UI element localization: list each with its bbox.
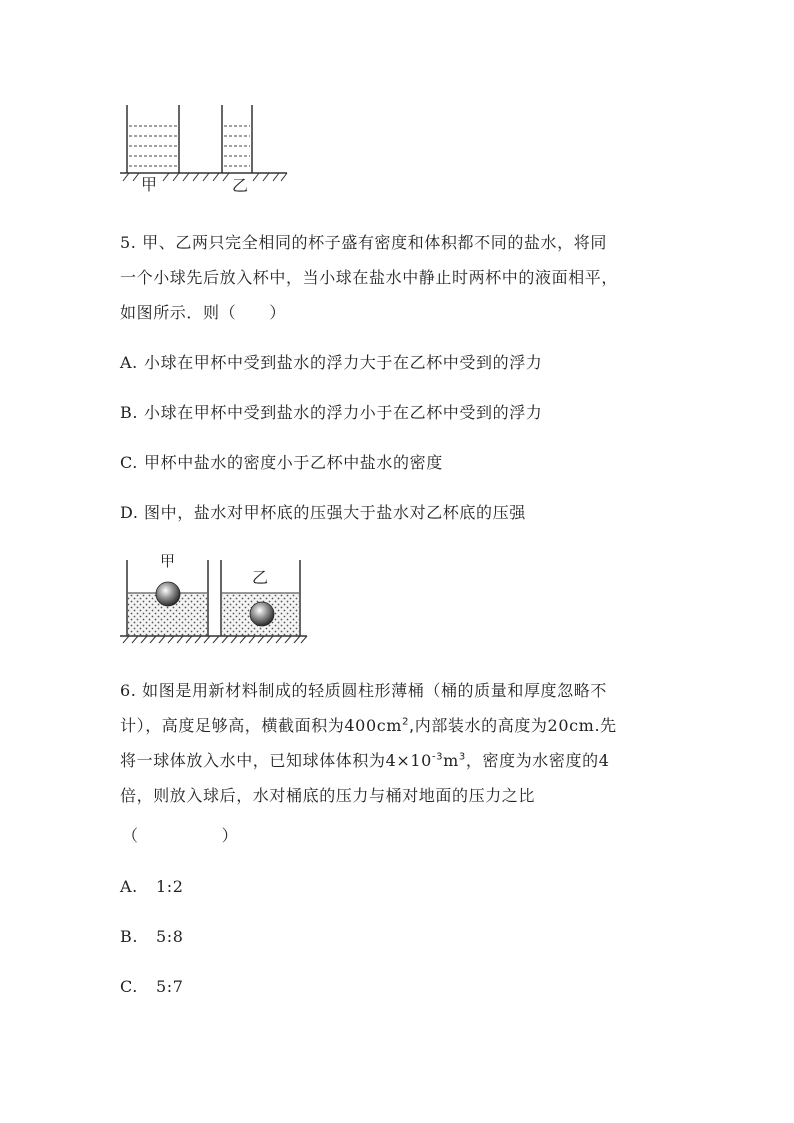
q5-option-a[interactable]: A. 小球在甲杯中受到盐水的浮力大于在乙杯中受到的浮力	[120, 353, 543, 372]
figure-cups-with-ball	[115, 555, 315, 650]
ground-hatching	[120, 636, 307, 643]
q5-option-d[interactable]: D. 图中，盐水对甲杯底的压强大于盐水对乙杯底的压强	[120, 503, 526, 522]
q5-option-c[interactable]: C. 甲杯中盐水的密度小于乙杯中盐水的密度	[120, 453, 443, 472]
cup-jia	[127, 105, 179, 173]
cup-yi	[222, 105, 252, 173]
q6-line-3: 将一球体放入水中，已知球体体积为$4\times 10^{-3}m^3$，密度为水密度的4	[120, 751, 610, 770]
q6-number: 6.	[120, 681, 137, 700]
liquid-yi	[224, 126, 250, 166]
liquid-jia	[129, 126, 177, 166]
q6-line-2: 计），高度足够高，横截面积为$400cm^2$,内部装水的高度为20cm.先	[120, 716, 617, 735]
q6-option-c[interactable]: C. 5:7	[120, 977, 184, 996]
q5-line-1: 5. 甲、乙两只完全相同的杯子盛有密度和体积都不同的盐水，将同	[120, 233, 607, 252]
q6-line-4: 倍，则放入球后，水对桶底的压力与桶对地面的压力之比	[120, 786, 536, 805]
q6-answer-blank: （ ）	[122, 826, 239, 845]
ball-floating	[156, 582, 180, 606]
figure1-label-jia: 甲	[141, 175, 158, 194]
q6-option-a[interactable]: A. 1:2	[120, 877, 184, 896]
q6-line-1: 6. 如图是用新材料制成的轻质圆柱形薄桶（桶的质量和厚度忽略不	[120, 681, 607, 700]
q5-option-b[interactable]: B. 小球在甲杯中受到盐水的浮力小于在乙杯中受到的浮力	[120, 403, 543, 422]
figure2-label-jia: 甲	[160, 552, 176, 570]
q5-line-3: 如图所示．则（ ）	[120, 303, 287, 322]
q6-option-b[interactable]: B. 5:8	[120, 927, 184, 946]
figure2-label-yi: 乙	[252, 568, 269, 587]
figure1-label-yi: 乙	[232, 176, 249, 195]
q5-number: 5.	[120, 233, 137, 252]
ball-suspended	[250, 602, 274, 626]
q5-line-2: 一个小球先后放入杯中，当小球在盐水中静止时两杯中的液面相平，	[120, 268, 619, 287]
